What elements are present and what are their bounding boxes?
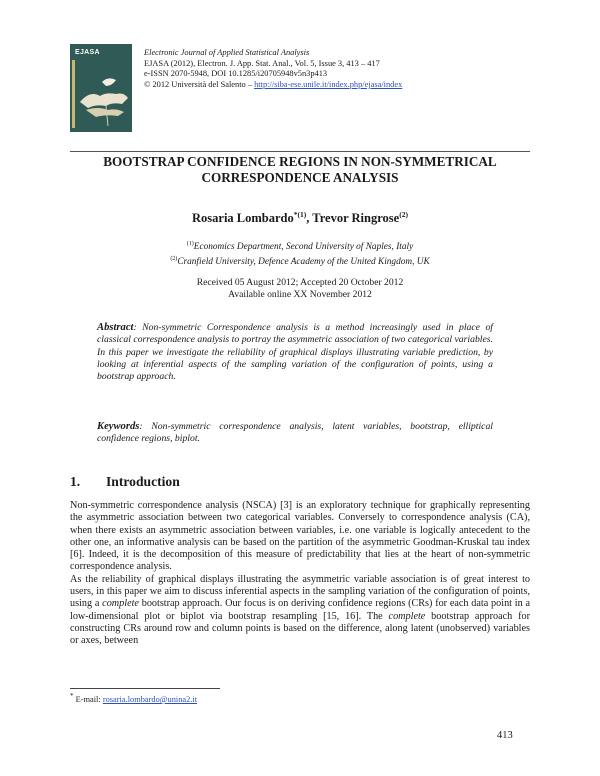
citation: EJASA (2012), Electron. J. App. Stat. Anal., Vol. 5, Issue 3, 413 – 417 <box>144 58 380 68</box>
received-date: Received 05 August 2012; Accepted 20 October 2012 <box>196 277 404 288</box>
email-link[interactable]: rosaria.lombardo@unina2.it <box>102 694 198 704</box>
copyright-text: © 2012 Università del Salento – <box>144 79 255 89</box>
page-number: 413 <box>497 730 513 741</box>
affiliation-1-text: Economics Department, Second University of Naples, Italy <box>193 242 414 253</box>
paragraph-2-part-b: bootstrap approach. Our focus is on deriving confidence regions (CRs) for each data point in a low-dimensional plot or biplot via bootstrap resampling [15, 16]. The <box>70 598 530 622</box>
title-line-1: BOOTSTRAP CONFIDENCE REGIONS IN NON-SYMMETRICAL <box>103 154 497 169</box>
paragraph-2-part-c: bootstrap approach for constructing CRs around row and column points is based on the difference, along latent (unobserved) variables or axes, between <box>70 610 530 647</box>
abstract-label: Abstract <box>97 322 134 333</box>
paragraph-2 <box>70 574 530 648</box>
section-number: 1. <box>70 474 81 489</box>
affiliation-2 <box>60 253 540 268</box>
paragraph-2-part-a: As the reliability of graphical displays illustrating the asymmetric variable association is of great interest to users, in this paper we aim to discuss inferential aspects in the sampling variation of the configuration of points, using a <box>70 573 530 610</box>
footnote-label: E-mail: <box>73 694 103 704</box>
section-heading <box>70 474 180 490</box>
issn-doi: e-ISSN 2070-5948, DOI 10.1285/i20705948v5n3p413 <box>144 69 328 79</box>
author-2-marks: (2) <box>399 210 408 219</box>
paper-title <box>60 154 540 186</box>
author-1: Rosaria Lombardo <box>192 211 294 226</box>
body-text <box>70 500 530 648</box>
online-date: Available online XX November 2012 <box>228 289 372 301</box>
cover-logo: EJASA <box>75 49 100 56</box>
keywords-label: Keywords <box>97 421 140 432</box>
affiliations <box>60 238 540 269</box>
author-2: Trevor Ringrose <box>312 211 400 226</box>
footnote-divider <box>70 688 220 689</box>
journal-header <box>144 48 564 90</box>
journal-cover-image <box>70 44 132 132</box>
abstract <box>97 322 493 383</box>
cover-artwork <box>76 62 130 130</box>
keywords <box>97 421 493 446</box>
header-divider <box>70 151 530 152</box>
footnote <box>70 692 197 704</box>
cover-strip <box>72 60 75 128</box>
affiliation-1 <box>60 238 540 253</box>
affiliation-2-mark: (2) <box>170 256 178 263</box>
title-line-2: CORRESPONDENCE ANALYSIS <box>201 170 399 185</box>
paragraph-1: Non-symmetric correspondence analysis (NSCA) [3] is an exploratory technique for graphically representing the asymmetric association between two categorical variables. Conversely to correspondence analysis (CA), when there exists an asymmetric association between variables, i.e. one variable is logically antecedent to the other one, an informative analysis can be based on the partition of the asymmetric Goodman-Kruskal tau index [6]. Indeed, it is the decomposition of this measure of predictability that lies at the heart of non-symmetric correspondence analysis. <box>70 500 530 573</box>
submission-dates <box>60 277 540 301</box>
keywords-text: : Non-symmetric correspondence analysis, latent variables, bootstrap, elliptical confidence regions, biplot. <box>97 421 493 445</box>
paragraph-2-emphasis-1: complete <box>102 598 139 610</box>
footnote-mark: * <box>70 692 74 700</box>
section-title: Introduction <box>106 474 180 489</box>
abstract-text: : Non-symmetric Correspondence analysis is a method increasingly used in place of classical correspondence analysis to portray the asymmetric association of two categorical variables. In this paper we investigate the reliability of graphical displays illustrating variable prediction, by looking at inferential aspects of the sampling variation of the configuration of points, using a bootstrap approach. <box>97 322 493 383</box>
authors <box>60 210 540 226</box>
copyright-line <box>144 80 564 91</box>
journal-url-link[interactable]: http://siba-ese.unile.it/index.php/ejasa/index <box>254 79 403 89</box>
author-1-marks: *(1) <box>293 210 307 219</box>
author-separator: , <box>306 211 313 226</box>
affiliation-1-mark: (1) <box>186 241 194 247</box>
paragraph-2-emphasis-2: complete <box>388 610 426 622</box>
journal-name: Electronic Journal of Applied Statistical Analysis <box>144 48 310 57</box>
affiliation-2-text: Cranfield University, Defence Academy of the United Kingdom, UK <box>177 257 430 268</box>
